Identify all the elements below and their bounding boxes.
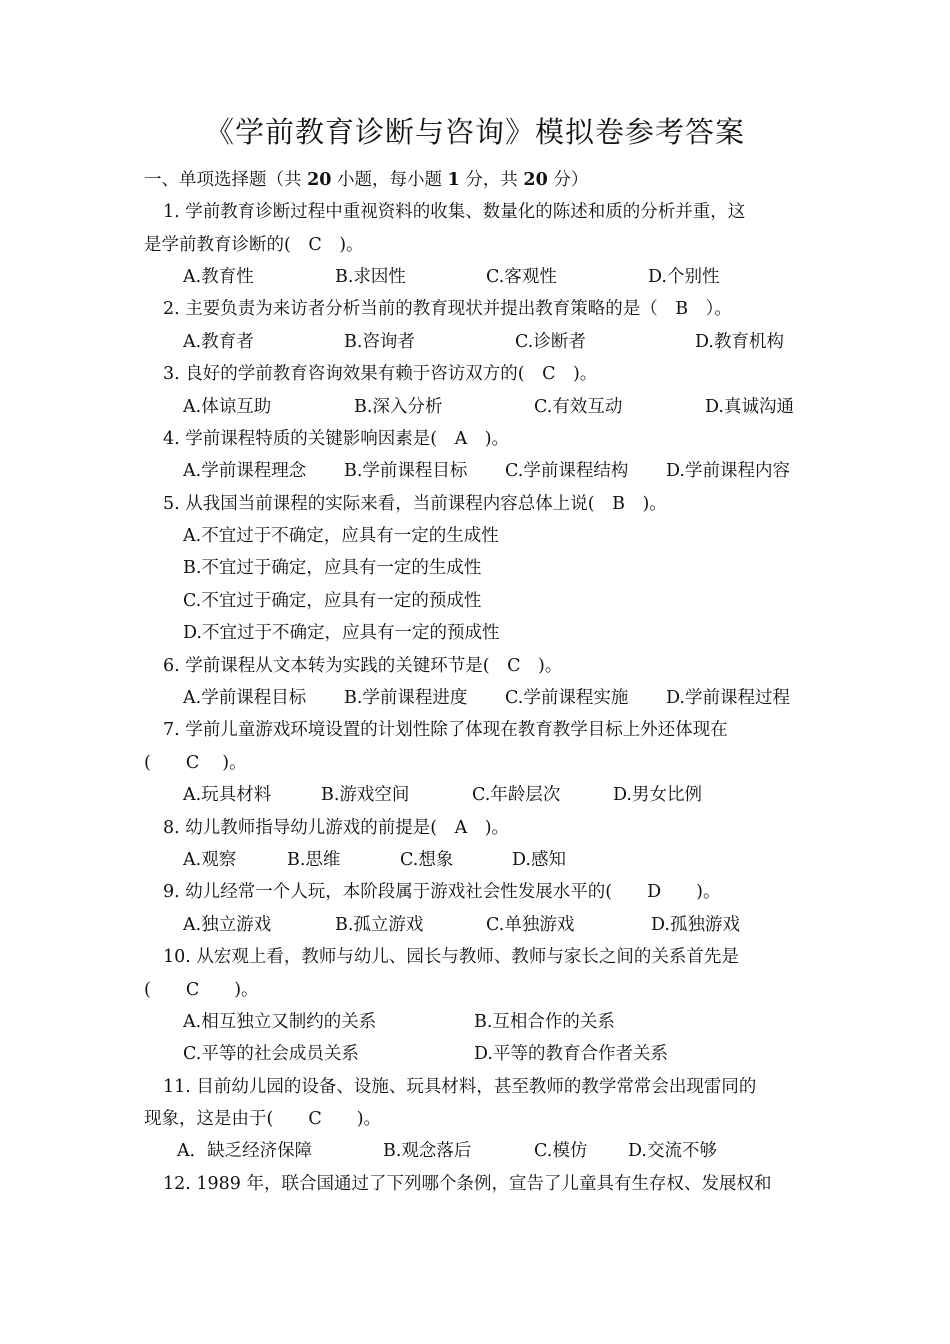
q1-option-c: C.客观性 [486,267,557,287]
q5-option-c: C.不宜过于确定，应具有一定的预成性 [183,591,482,611]
q5-option-a: A.不宜过于不确定，应具有一定的生成性 [183,526,499,546]
q7-option-a: A.玩具材料 [183,785,272,805]
document-title: 《学前教育诊断与咨询》模拟卷参考答案 [204,115,745,149]
q5-option-d: D.不宜过于不确定，应具有一定的预成性 [183,623,500,643]
question-11: 11. 目前幼儿园的设备、设施、玩具材料，甚至教师的教学常常会出现雷同的 [163,1077,757,1097]
q10-option-b: B.互相合作的关系 [474,1012,615,1032]
q8-option-b: B.思维 [287,850,341,870]
q9-option-b: B.孤立游戏 [335,915,424,935]
q8-option-d: D.感知 [512,850,566,870]
q7-option-c: C.年龄层次 [472,785,561,805]
question-7: 7. 学前儿童游戏环境设置的计划性除了体现在教育教学目标上外还体现在 [163,720,728,740]
q6-option-c: C.学前课程实施 [505,688,629,708]
q8-option-c: C.想象 [400,850,454,870]
q3-option-a: A.体谅互助 [183,397,272,417]
question-3: 3. 良好的学前教育咨询效果有赖于咨访双方的( C )。 [163,364,598,384]
q8-option-a: A.观察 [183,850,237,870]
q6-option-a: A.学前课程目标 [183,688,307,708]
question-10: 10. 从宏观上看，教师与幼儿、园长与教师、教师与家长之间的关系首先是 [163,947,739,967]
q3-option-c: C.有效互动 [534,397,623,417]
q10-option-c: C.平等的社会成员关系 [183,1044,359,1064]
q6-option-d: D.学前课程过程 [666,688,790,708]
q9-option-a: A.独立游戏 [183,915,272,935]
q1-option-b: B.求因性 [335,267,406,287]
question-11-cont: 现象，这是由于( C )。 [144,1109,382,1129]
q3-option-d: D.真诚沟通 [705,397,794,417]
question-5: 5. 从我国当前课程的实际来看，当前课程内容总体上说( B )。 [163,494,667,514]
question-7-cont: ( C )。 [144,753,247,773]
q2-option-d: D.教育机构 [695,332,784,352]
q11-option-a: A．缺乏经济保障 [177,1141,313,1161]
q1-option-d: D.个别性 [648,267,720,287]
question-2: 2. 主要负责为来访者分析当前的教育现状并提出教育策略的是（ B ）。 [163,299,732,319]
q4-option-b: B.学前课程目标 [344,461,468,481]
q10-option-a: A.相互独立又制约的关系 [183,1012,377,1032]
q1-option-a: A.教育性 [183,267,254,287]
q2-option-b: B.咨询者 [344,332,415,352]
q4-option-c: C.学前课程结构 [505,461,629,481]
q11-option-b: B.观念落后 [383,1141,472,1161]
q7-option-d: D.男女比例 [613,785,702,805]
q3-option-b: B.深入分析 [354,397,443,417]
question-10-cont: ( C )。 [144,980,259,1000]
q4-option-d: D.学前课程内容 [666,461,790,481]
q4-option-a: A.学前课程理念 [183,461,307,481]
q2-option-c: C.诊断者 [515,332,586,352]
q2-option-a: A.教育者 [183,332,254,352]
q9-option-c: C.单独游戏 [486,915,575,935]
q7-option-b: B.游戏空间 [321,785,410,805]
section-heading: 一、单项选择题（共 20 小题，每小题 1 分，共 20 分） [144,170,589,190]
q10-option-d: D.平等的教育合作者关系 [474,1044,668,1064]
question-4: 4. 学前课程特质的关键影响因素是( A )。 [163,429,510,449]
question-12: 12. 1989 年，联合国通过了下列哪个条例，宣告了儿童具有生存权、发展权和 [163,1174,772,1194]
q9-option-d: D.孤独游戏 [651,915,740,935]
q5-option-b: B.不宜过于确定，应具有一定的生成性 [183,558,482,578]
q6-option-b: B.学前课程进度 [344,688,468,708]
question-9: 9. 幼儿经常一个人玩，本阶段属于游戏社会性发展水平的( D )。 [163,882,721,902]
question-8: 8. 幼儿教师指导幼儿游戏的前提是( A )。 [163,818,510,838]
question-1: 1. 学前教育诊断过程中重视资料的收集、数量化的陈述和质的分析并重，这 [163,202,746,222]
q11-option-d: D.交流不够 [628,1141,717,1161]
question-6: 6. 学前课程从文本转为实践的关键环节是( C )。 [163,656,563,676]
q11-option-c: C.模仿 [534,1141,588,1161]
question-1-cont: 是学前教育诊断的( C )。 [144,235,364,255]
